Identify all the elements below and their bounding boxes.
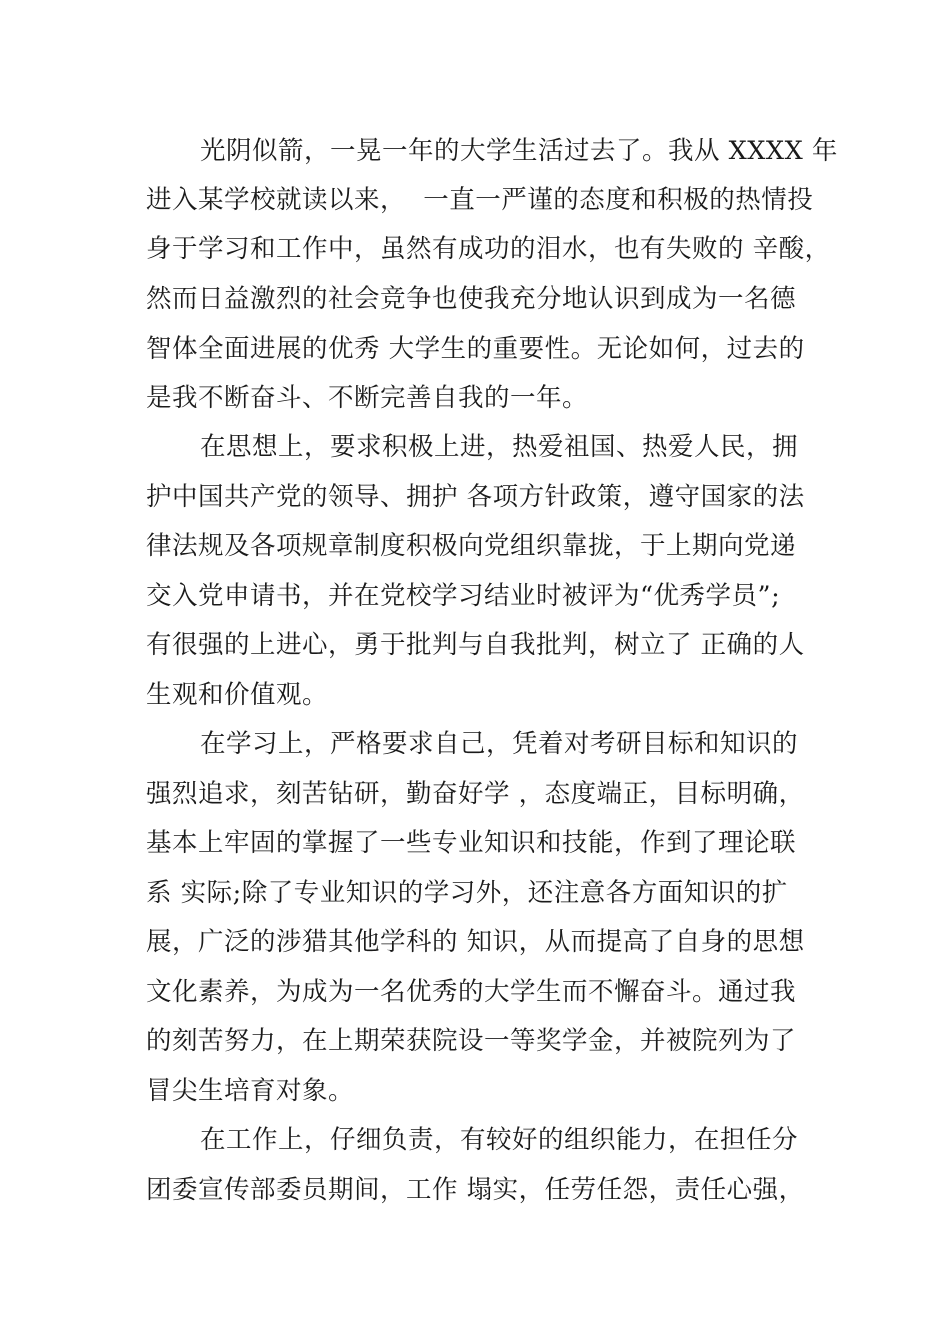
text-line: 光阴似箭，一晃一年的大学生活过去了。我从 XXXX 年 — [200, 136, 838, 166]
text-line: 文化素养，为成为一名优秀的大学生而不懈奋斗。通过我 — [146, 977, 797, 1007]
text-line: 冒尖生培育对象。 — [146, 1076, 355, 1106]
text-line: 智体全面进展的优秀 大学生的重要性。无论如何，过去的 — [146, 334, 805, 364]
text-line: 在思想上，要求积极上进，热爱祖国、热爱人民，拥 — [200, 432, 799, 462]
text-line: 强烈追求，刻苦钻研，勤奋好学 ，态度端正，目标明确， — [146, 779, 805, 809]
text-line: 身于学习和工作中，虽然有成功的泪水，也有失败的 辛酸， — [146, 234, 831, 264]
text-line: 展，广泛的涉猎其他学科的 知识，从而提高了自身的思想 — [146, 927, 805, 957]
text-line: 律法规及各项规章制度积极向党组织靠拢，于上期向党递 — [146, 531, 797, 561]
text-line: 在学习上，严格要求自己，凭着对考研目标和知识的 — [200, 729, 799, 759]
text-line: 然而日益激烈的社会竞争也使我充分地认识到成为一名德 — [146, 284, 797, 314]
text-line: 团委宣传部委员期间，工作 塌实，任劳任怨，责任心强， — [146, 1175, 805, 1205]
text-line: 的刻苦努力，在上期荣获院设一等奖学金，并被院列为了 — [146, 1026, 797, 1056]
text-line: 生观和价值观。 — [146, 680, 329, 710]
text-line: 是我不断奋斗、不断完善自我的一年。 — [146, 383, 589, 413]
text-line: 在工作上，仔细负责，有较好的组织能力，在担任分 — [200, 1125, 799, 1155]
text-line: 交入党申请书，并在党校学习结业时被评为“优秀学员”; — [146, 581, 781, 611]
text-line: 有很强的上进心，勇于批判与自我批判，树立了 正确的人 — [146, 630, 805, 660]
text-line: 护中国共产党的领导、拥护 各项方针政策，遵守国家的法 — [146, 482, 805, 512]
text-line: 系 实际;除了专业知识的学习外，还注意各方面知识的扩 — [146, 878, 788, 908]
text-line: 基本上牢固的掌握了一些专业知识和技能，作到了理论联 — [146, 828, 797, 858]
text-line: 进入某学校就读以来， 一直一严谨的态度和积极的热情投 — [146, 185, 814, 215]
